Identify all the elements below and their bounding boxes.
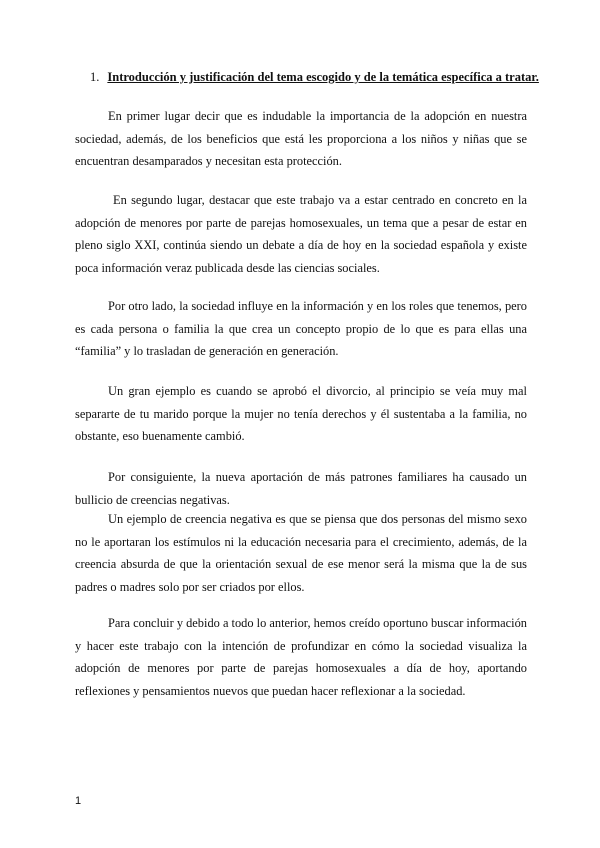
section-heading	[90, 70, 550, 85]
paragraph-6: Un ejemplo de creencia negativa es que se piensa que dos personas del mismo sexo no le aportaran los estímulos ni la educación necesaria para el crecimiento, además, de la creencia absurda de que la orientación sexual de ese menor será la misma que la de sus padres o madres solo por ser criados por ellos.	[75, 512, 527, 594]
paragraph-5: Por consiguiente, la nueva aportación de más patrones familiares ha causado un bullicio de creencias negativas.	[75, 470, 527, 507]
paragraph-1: En primer lugar decir que es indudable la importancia de la adopción en nuestra sociedad, además, de los beneficios que está les proporciona a los niños y niñas que se encuentran desamparados y necesitan esta protección.	[75, 109, 527, 168]
page-number: 1	[75, 795, 82, 807]
paragraph-3: Por otro lado, la sociedad influye en la información y en los roles que tenemos, pero es cada persona o familia la que crea un concepto propio de lo que es para ellas una “familia” y lo trasladan de generación en generación.	[75, 299, 527, 358]
paragraph-2: En segundo lugar, destacar que este trabajo va a estar centrado en concreto en la adopción de menores por parte de parejas homosexuales, un tema que a pesar de estar en pleno siglo XXI, continúa siendo un debate a día de hoy en la sociedad española y existe poca información veraz publicada desde las ciencias sociales.	[75, 193, 527, 275]
section-title: Introducción y justificación del tema escogido y de la temática específica a tratar.	[107, 70, 539, 84]
paragraph-4: Un gran ejemplo es cuando se aprobó el divorcio, al principio se veía muy mal separarte de tu marido porque la mujer no tenía derechos y él sustentaba a la familia, no obstante, eso buenamente cambió.	[75, 384, 527, 443]
section-number: 1.	[90, 70, 100, 84]
paragraph-7: Para concluir y debido a todo lo anterior, hemos creído oportuno buscar información y hacer este trabajo con la intención de profundizar en cómo la sociedad visualiza la adopción de menores por parte de parejas homosexuales a día de hoy, aportando reflexiones y pensamientos nuevos que puedan hacer reflexionar a la sociedad.	[75, 616, 527, 698]
